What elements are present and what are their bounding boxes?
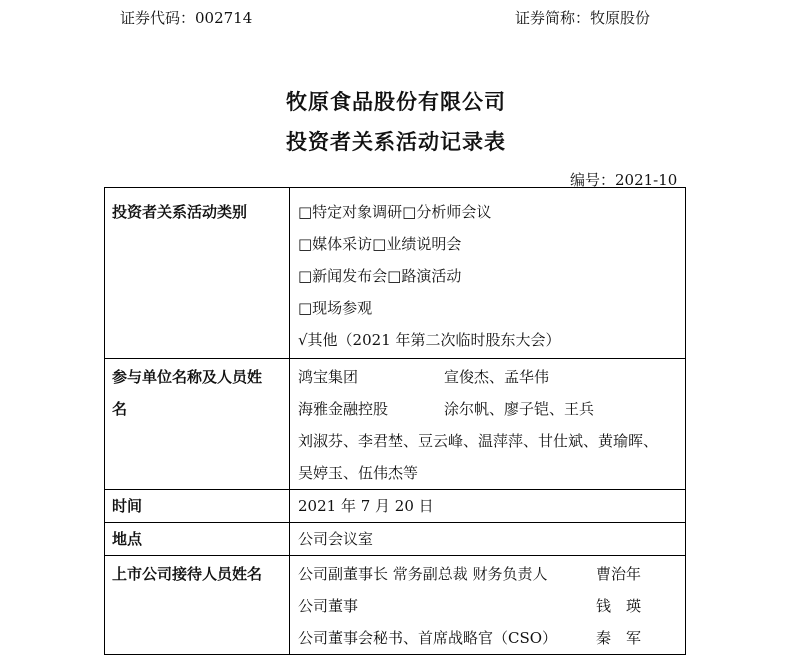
participant-people: 宣俊杰、孟华伟	[444, 368, 550, 386]
stock-code: 证券代码：002714	[120, 9, 253, 27]
option-line: □现场参观	[298, 299, 373, 317]
activity-type-label: 投资者关系活动类别	[105, 188, 290, 359]
participant-org: 海雅金融控股	[298, 400, 389, 418]
host-name: 曹治年	[596, 565, 642, 583]
participant-others: 刘淑芬、李君埜、豆云峰、温萍萍、甘仕斌、黄瑜晖、	[298, 432, 659, 450]
row-hosts	[105, 556, 686, 655]
row-time	[105, 490, 686, 523]
hosts-value	[290, 556, 686, 655]
host-name: 钱 瑛	[596, 597, 642, 615]
serial-number: 编号：2021-10	[570, 171, 678, 189]
activity-type-options	[290, 188, 686, 359]
company-title: 牧原食品股份有限公司	[286, 89, 506, 114]
participants-label: 参与单位名称及人员姓 名	[105, 359, 290, 490]
record-table	[104, 187, 686, 655]
host-entry	[298, 558, 685, 590]
hosts-label: 上市公司接待人员姓名	[105, 556, 290, 655]
option-line: √其他（2021 年第二次临时股东大会）	[298, 331, 561, 349]
time-value: 2021 年 7 月 20 日	[290, 490, 686, 523]
place-value: 公司会议室	[290, 523, 686, 556]
host-entry	[298, 622, 685, 654]
participant-others: 吴婷玉、伍伟杰等	[298, 464, 419, 482]
host-entry	[298, 590, 685, 622]
option-line: □新闻发布会□路演活动	[298, 267, 462, 285]
participant-org: 鸿宝集团	[298, 368, 359, 386]
place-label: 地点	[105, 523, 290, 556]
row-activity-type	[105, 188, 686, 359]
option-line: □媒体采访□业绩说明会	[298, 235, 462, 253]
participant-unit	[298, 361, 685, 393]
row-participants	[105, 359, 686, 490]
row-place	[105, 523, 686, 556]
host-role: 公司董事	[298, 597, 359, 615]
participants-value	[290, 359, 686, 490]
participant-people: 涂尔帆、廖子铠、王兵	[444, 400, 595, 418]
host-role: 公司董事会秘书、首席战略官（CSO）	[298, 629, 558, 647]
option-line: □特定对象调研□分析师会议	[298, 203, 492, 221]
document-title: 投资者关系活动记录表	[286, 129, 506, 154]
host-role: 公司副董事长 常务副总裁 财务负责人	[298, 565, 548, 583]
time-label: 时间	[105, 490, 290, 523]
participant-unit	[298, 393, 685, 425]
host-name: 秦 军	[596, 629, 642, 647]
stock-short-name: 证券简称：牧原股份	[515, 9, 651, 27]
